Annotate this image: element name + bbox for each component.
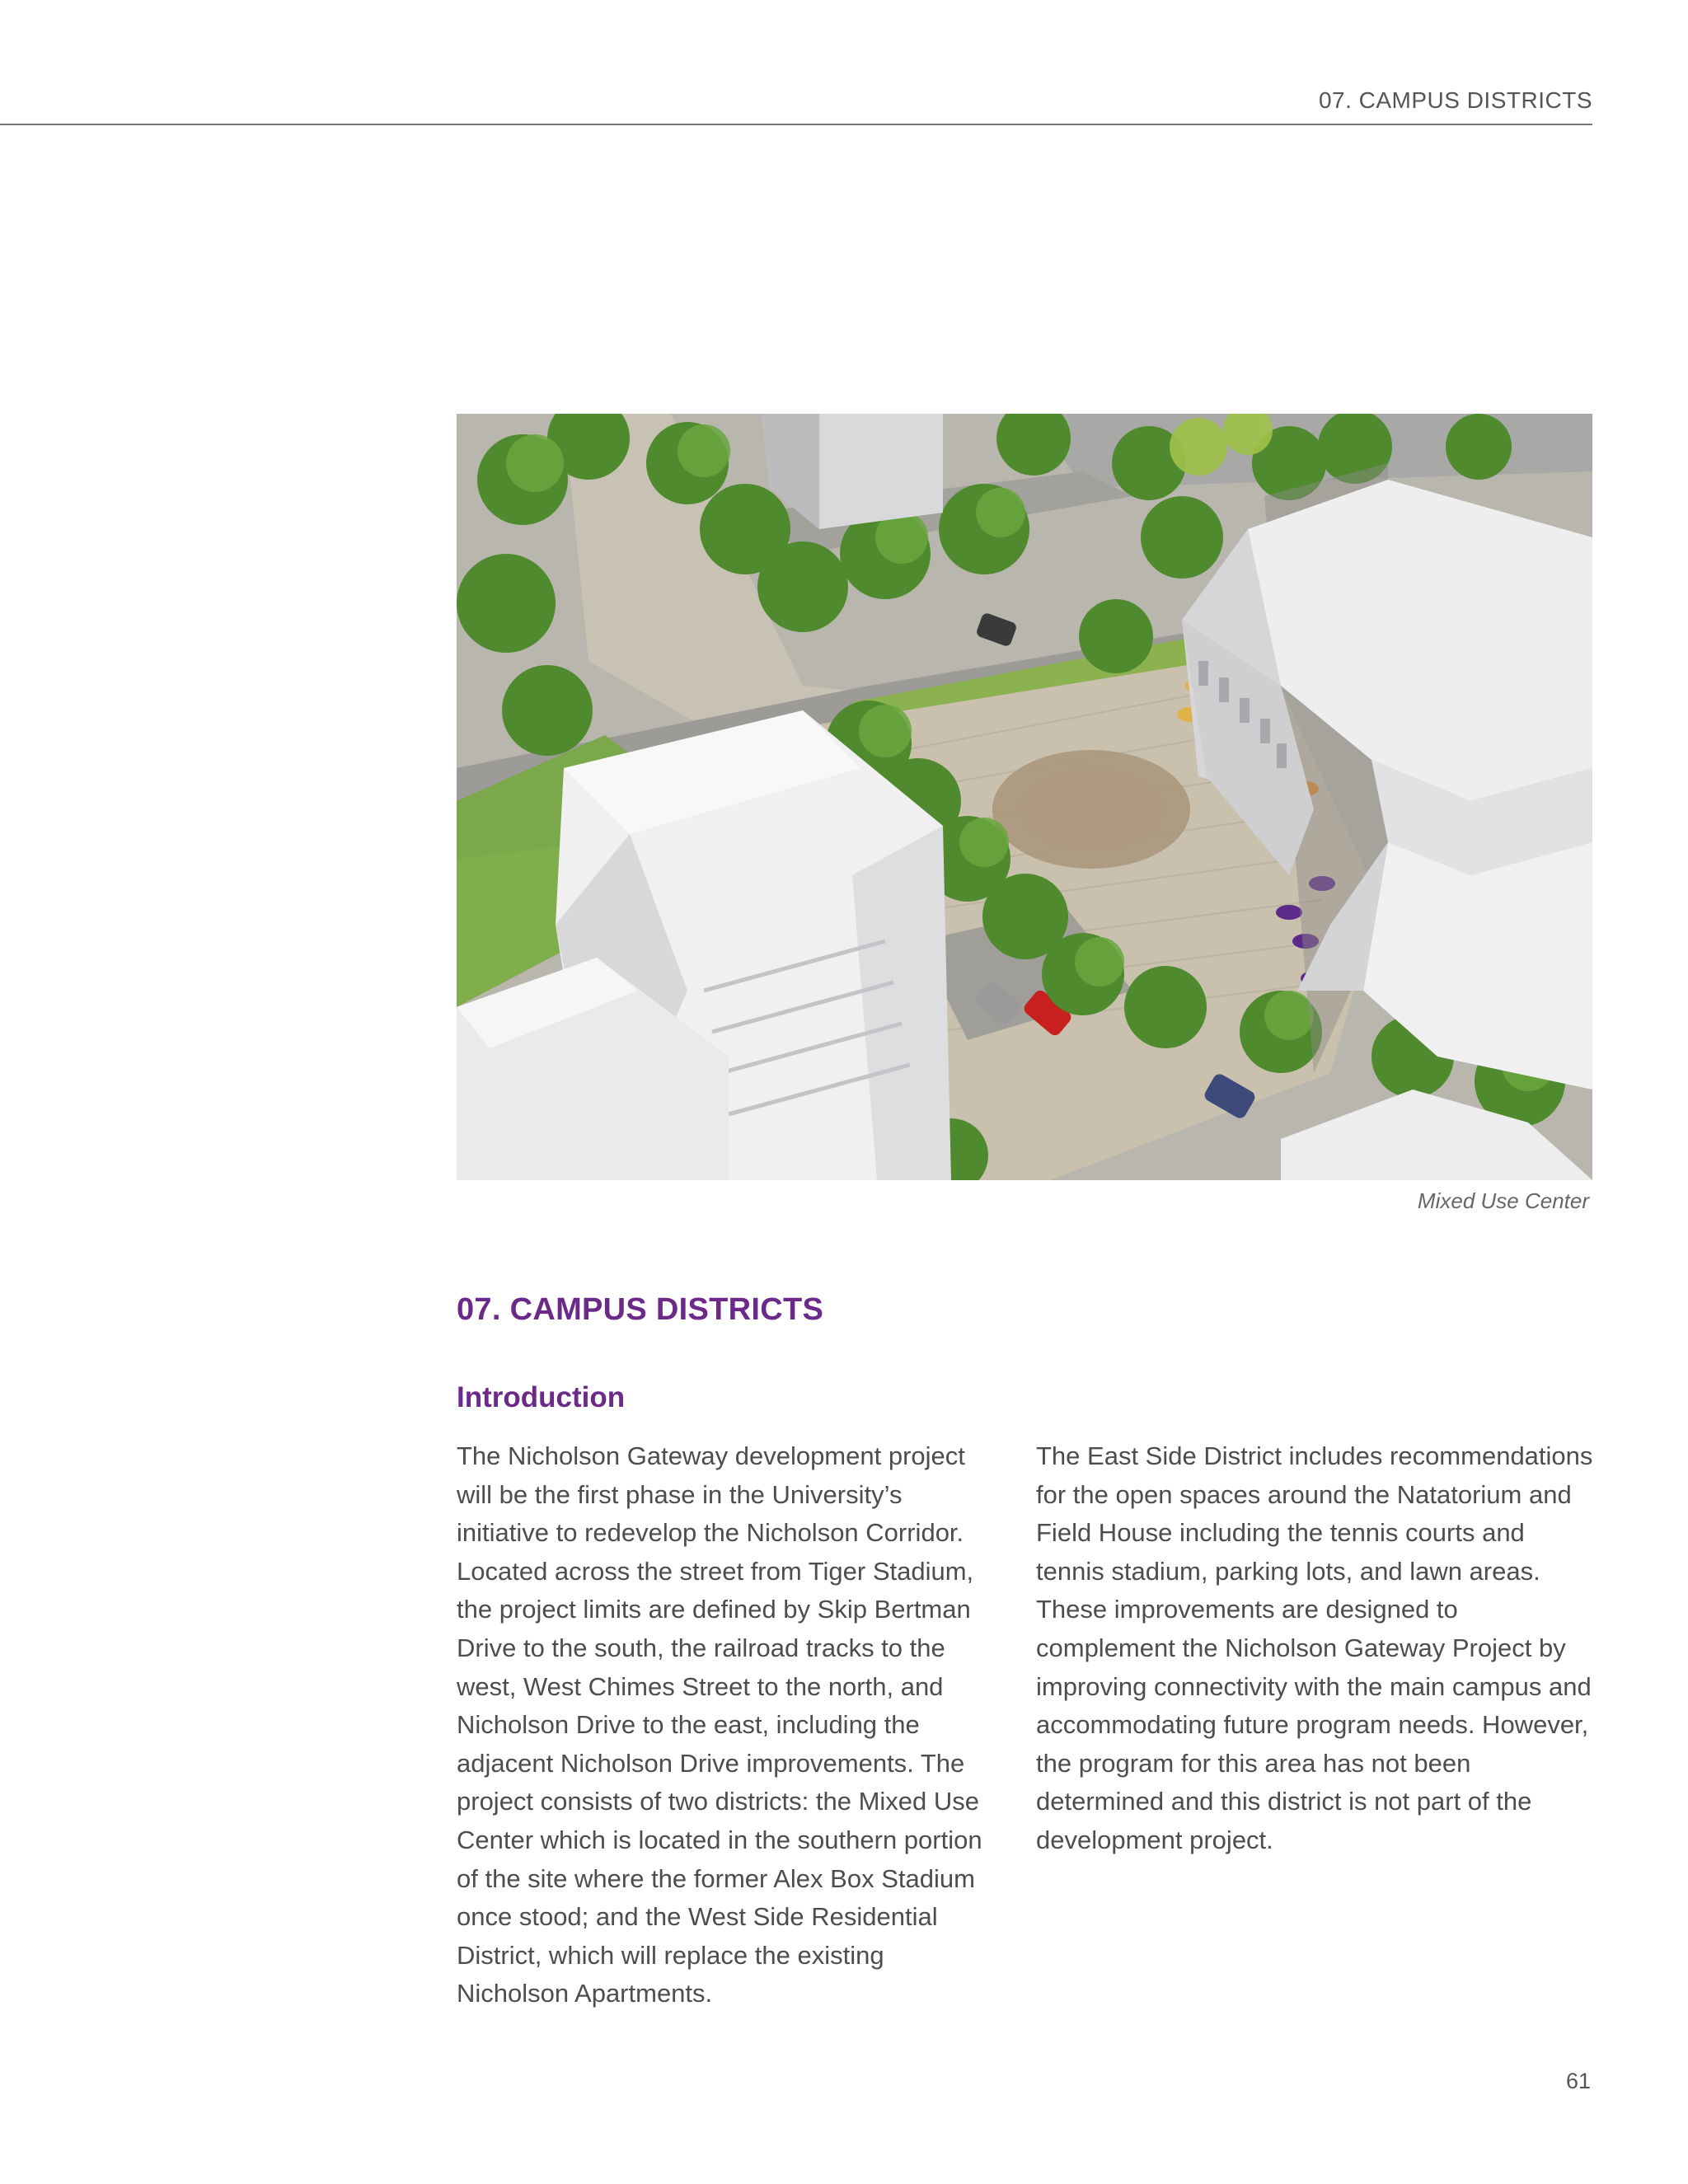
header-rule xyxy=(0,124,1592,125)
aerial-rendering xyxy=(457,414,1592,1180)
body-paragraph-right: The East Side District includes recommendations for the open spaces around the Natatorium and Field House including the tennis courts and tennis stadium, parking lots, and lawn areas. These improvements are designed to complement the Nicholson Gateway Project by improving connectivity with the main campus and accommodating future program needs. However, the program for this area has not been determined and this district is not part of the development project. xyxy=(1036,1441,1593,1854)
section-title: 07. CAMPUS DISTRICTS xyxy=(457,1292,824,1327)
aerial-rendering-illustration xyxy=(457,414,1592,1180)
page-number: 61 xyxy=(1565,2069,1591,2093)
section-subtitle: Introduction xyxy=(457,1381,626,1413)
figure-caption: Mixed Use Center xyxy=(1417,1188,1589,1213)
body-paragraph-left: The Nicholson Gateway development project will be the first phase in the University’s initiative to redevelop the Nicholson Corridor. Located across the street from Tiger Stadium, the project limits are defined by Skip Bertman Drive to the south, the railroad tracks to the west, West Chimes Street to the north, and Nicholson Drive to the east, including the adjacent Nicholson Drive improvements. The project consists of two districts: the Mixed Use Center which is located in the southern portion of the site where the former Alex Box Stadium once stood; and the West Side Residential District, which will replace the existing Nicholson Apartments. xyxy=(457,1441,982,2008)
running-header: 07. CAMPUS DISTRICTS xyxy=(1318,87,1592,113)
